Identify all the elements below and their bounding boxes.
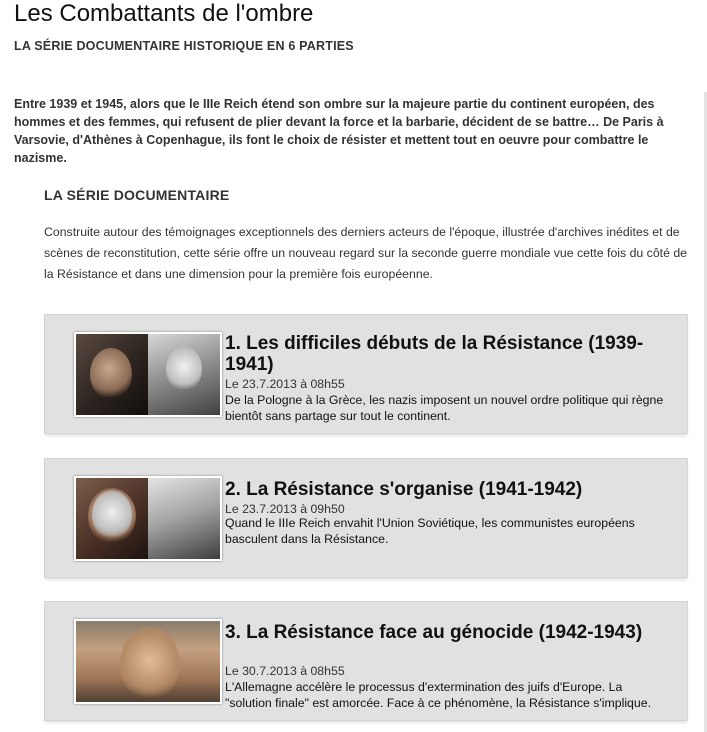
- episode-title[interactable]: 1. Les difficiles débuts de la Résistance (1939-1941): [225, 333, 644, 375]
- episode-thumbnail[interactable]: [74, 476, 222, 561]
- section-heading: LA SÉRIE DOCUMENTAIRE: [44, 187, 230, 203]
- episode-description: L'Allemagne accélère le processus d'extermination des juifs d'Europe. La "solution finale" est amorcée. Face à ce phénomène, la Résistance s'implique.: [225, 680, 651, 710]
- archive-photo: [148, 478, 220, 559]
- episode-thumbnail[interactable]: [74, 619, 222, 704]
- intro-paragraph: Entre 1939 et 1945, alors que le IIIe Reich étend son ombre sur la majeure partie du continent européen, des hommes et des femmes, qui refusent de plier devant la force et la barbarie, décident de se battre… De Paris à Varsovie, d'Athènes à Copenhague, ils font le choix de résister et mettent tout en oeuvre pour combattre le nazisme.: [14, 97, 664, 165]
- episode-thumbnail[interactable]: [74, 332, 222, 417]
- episode-title[interactable]: 3. La Résistance face au génocide (1942-1943): [225, 622, 643, 643]
- episode-description: De la Pologne à la Grèce, les nazis imposent un nouvel ordre politique qui règne bientôt sans partage sur tout le continent.: [225, 393, 664, 423]
- archive-photo: [148, 334, 220, 415]
- episode-date: Le 23.7.2013 à 09h50: [225, 502, 345, 516]
- section-description: Construite autour des témoignages exceptionnels des derniers acteurs de l'époque, illustrée d'archives inédites et de scènes de reconstitution, cette série offre un nouveau regard sur la seconde guerre mondiale vue cette fois du côté de la Résistance et dans une dimension pour la première fois européenne.: [44, 225, 688, 281]
- episode-date: Le 23.7.2013 à 08h55: [225, 377, 345, 391]
- episode-date: Le 30.7.2013 à 08h55: [225, 664, 345, 678]
- archive-photo: [76, 334, 148, 415]
- archive-photo: [76, 621, 220, 702]
- episode-card-2[interactable]: [44, 458, 688, 578]
- episode-card-3[interactable]: [44, 601, 688, 721]
- page-title: Les Combattants de l'ombre: [14, 0, 314, 27]
- episode-title[interactable]: 2. La Résistance s'organise (1941-1942): [225, 479, 583, 500]
- page-subtitle: LA SÉRIE DOCUMENTAIRE HISTORIQUE EN 6 PARTIES: [14, 39, 354, 53]
- episode-card-1[interactable]: [44, 314, 688, 434]
- episode-description: Quand le IIIe Reich envahit l'Union Soviétique, les communistes européens basculent dans la Résistance.: [225, 516, 635, 546]
